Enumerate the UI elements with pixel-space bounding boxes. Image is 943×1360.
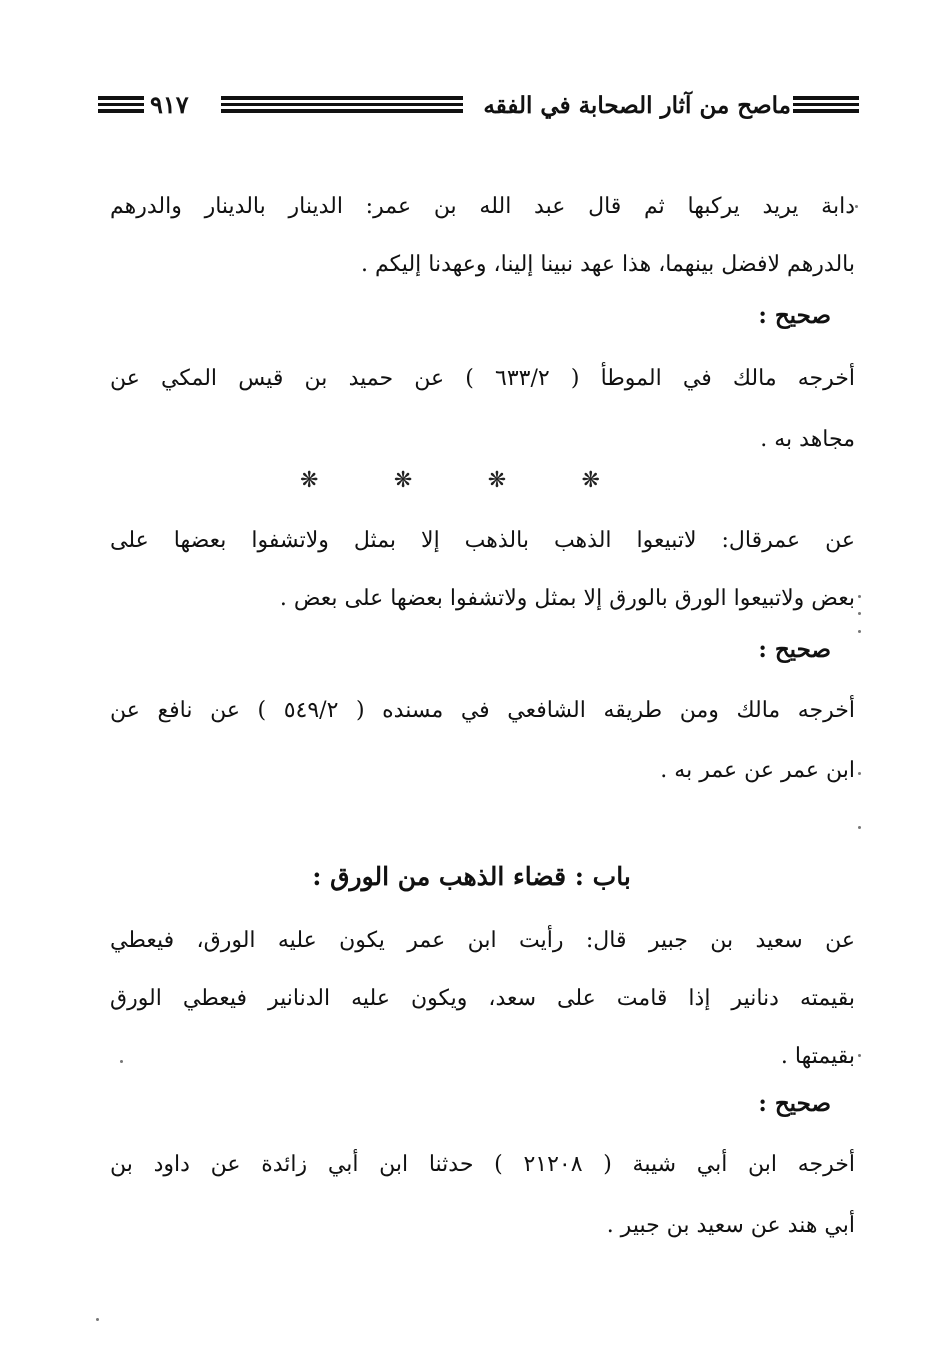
sahih-label: صحيح : (758, 636, 831, 663)
header-rule-left (98, 96, 144, 118)
scan-speck (858, 1054, 861, 1057)
text-line: عن سعيد بن جبير قال: رأيت ابن عمر يكون عليه الورق، فيعطي (110, 928, 855, 953)
running-title: ماصح من آثار الصحابة في الفقه (483, 92, 791, 119)
scan-speck (858, 630, 861, 633)
text-line: بقيمتها . (780, 1044, 855, 1069)
text-line: ابن عمر عن عمر به . (660, 758, 855, 783)
text-line: مجاهد به . (760, 427, 855, 452)
sahih-label: صحيح : (758, 1090, 831, 1117)
sahih-label: صحيح : (758, 302, 831, 329)
text-line: عن عمرقال: لاتبيعوا الذهب بالذهب إلا بمثل ولاتشفوا بعضها على (110, 528, 855, 553)
paragraph-text (110, 512, 855, 628)
takhrij-text (110, 1136, 855, 1258)
chapter-heading: باب : قضاء الذهب من الورق : (312, 862, 631, 891)
star-ornament: ❋ (487, 468, 507, 493)
text-line: أخرجه ابن أبي شيبة ( ٢١٢٠٨ ) حدثنا ابن أبي زائدة عن داود بن (110, 1152, 855, 1177)
scan-speck (858, 595, 861, 598)
star-ornament: ❋ (300, 468, 319, 493)
scan-speck (96, 1318, 99, 1321)
takhrij-text (110, 682, 855, 802)
scan-speck (858, 612, 861, 615)
section-separator (300, 468, 600, 493)
text-line: أخرجه مالك في الموطأ ( ٦٣٣/٢ ) عن حميد بن قيس المكي عن (110, 366, 855, 391)
scan-speck (120, 1060, 123, 1063)
paragraph-text (110, 912, 855, 1086)
takhrij-text (110, 350, 855, 472)
header-rule-middle (221, 96, 463, 118)
scan-speck (858, 826, 861, 829)
text-line: بالدرهم لافضل بينهما، هذا عهد نبينا إلينا، وعهدنا إليكم . (361, 252, 855, 277)
scan-speck (855, 205, 858, 208)
header-rule-right (793, 96, 859, 118)
text-line: أخرجه مالك ومن طريقه الشافعي في مسنده ( ٥٤٩/٢ ) عن نافع عن (110, 698, 856, 723)
star-ornament: ❋ (393, 468, 413, 493)
scan-speck (858, 772, 861, 775)
page-number: ٩١٧ (150, 90, 189, 119)
paragraph-text (110, 178, 855, 294)
star-ornament: ❋ (581, 468, 600, 493)
text-line: دابة يريد يركبها ثم قال عبد الله بن عمر: الدينار بالدينار والدرهم (110, 194, 855, 219)
text-line: بقيمته دنانير إذا قامت على سعد، ويكون عليه الدنانير فيعطي الورق (110, 986, 855, 1011)
text-line: أبي هند عن سعيد بن جبير . (606, 1213, 855, 1238)
text-line: بعض ولاتبيعوا الورق بالورق إلا بمثل ولاتشفوا بعضها على بعض . (279, 586, 855, 611)
